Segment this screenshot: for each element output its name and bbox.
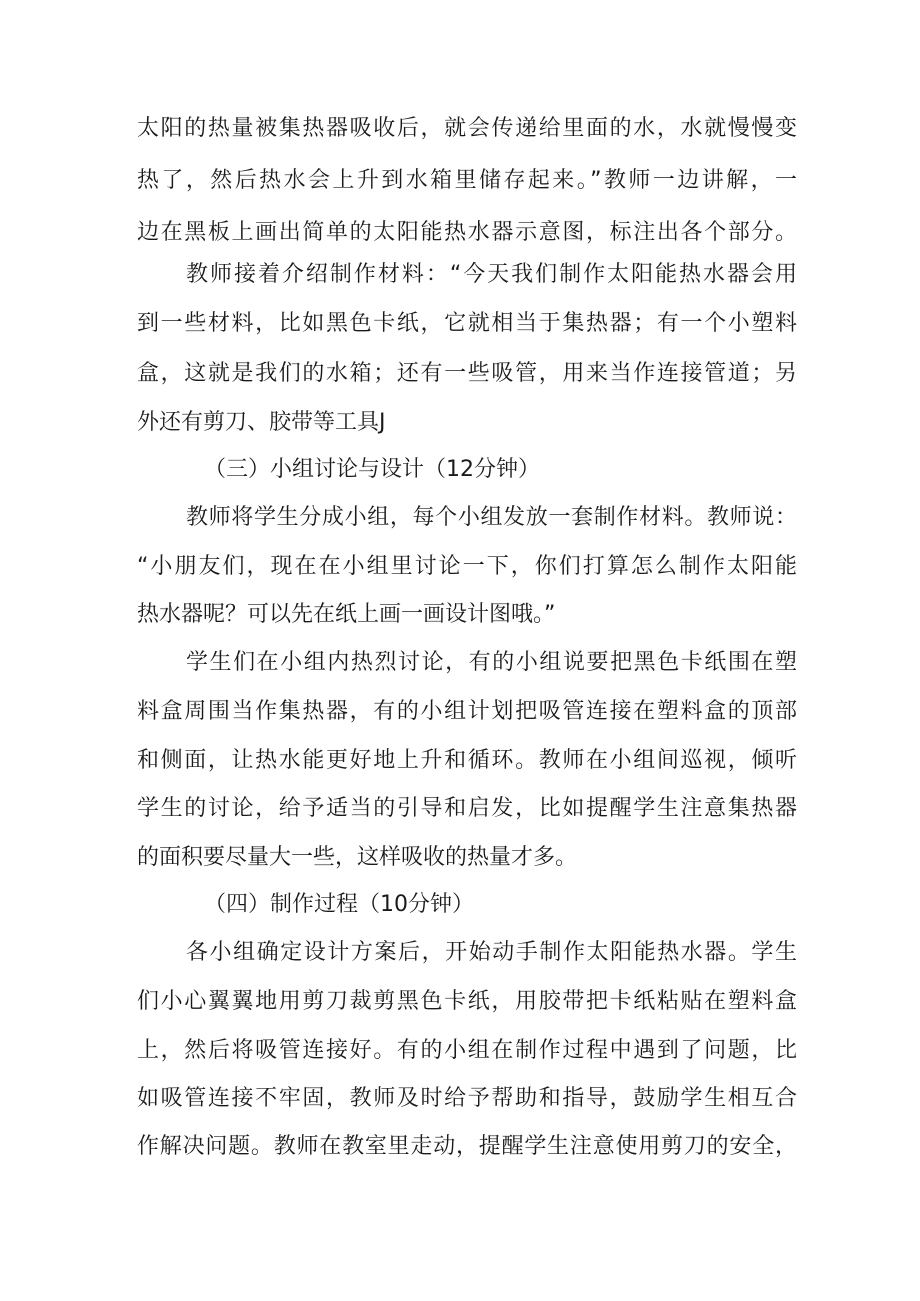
text-line: 教师将学生分成小组，每个小组发放一套制作材料。教师说： xyxy=(186,505,797,530)
text-line: 作解决问题。教师在教室里走动，提醒学生注意使用剪刀的安全， xyxy=(137,1134,797,1159)
text-line: 各小组确定设计方案后，开始动手制作太阳能热水器。学生 xyxy=(186,940,797,965)
section-heading: （四）制作过程（10分钟） xyxy=(204,892,474,917)
text-line: 和侧面，让热水能更好地上升和循环。教师在小组间巡视，倾听 xyxy=(137,748,797,773)
text-line: “小朋友们，现在在小组里讨论一下，你们打算怎么制作太阳能 xyxy=(137,554,797,579)
text-line: 太阳的热量被集热器吸收后，就会传递给里面的水，水就慢慢变 xyxy=(137,116,797,141)
text-line: 教师接着介绍制作材料：“今天我们制作太阳能热水器会用 xyxy=(186,262,797,287)
text-line: 热了，然后热水会上升到水箱里储存起来。”教师一边讲解，一 xyxy=(137,168,797,193)
text-line: 到一些材料，比如黑色卡纸，它就相当于集热器；有一个小塑料 xyxy=(137,311,797,336)
text-line: 上，然后将吸管连接好。有的小组在制作过程中遇到了问题，比 xyxy=(137,1038,797,1063)
text-line: 边在黑板上画出简单的太阳能热水器示意图，标注出各个部分。 xyxy=(137,220,797,245)
text-line: 盒，这就是我们的水箱；还有一些吸管，用来当作连接管道；另 xyxy=(137,361,797,386)
text-line: 外还有剪刀、胶带等工具J xyxy=(137,410,386,435)
text-line: 如吸管连接不牢固，教师及时给予帮助和指导，鼓励学生相互合 xyxy=(137,1086,797,1111)
text-line: 的面积要尽量大一些，这样吸收的热量才多。 xyxy=(137,845,578,870)
text-line: 们小心翼翼地用剪刀裁剪黑色卡纸，用胶带把卡纸粘贴在塑料盒 xyxy=(137,989,797,1014)
section-heading: （三）小组讨论与设计（12分钟） xyxy=(204,457,540,482)
text-line: 热水器呢？可以先在纸上画一画设计图哦。” xyxy=(137,602,556,627)
text-line: 学生的讨论，给予适当的引导和启发，比如提醒学生注意集热器 xyxy=(137,796,797,821)
text-line: 学生们在小组内热烈讨论，有的小组说要把黑色卡纸围在塑 xyxy=(186,650,797,675)
text-line: 料盒周围当作集热器，有的小组计划把吸管连接在塑料盒的顶部 xyxy=(137,699,797,724)
